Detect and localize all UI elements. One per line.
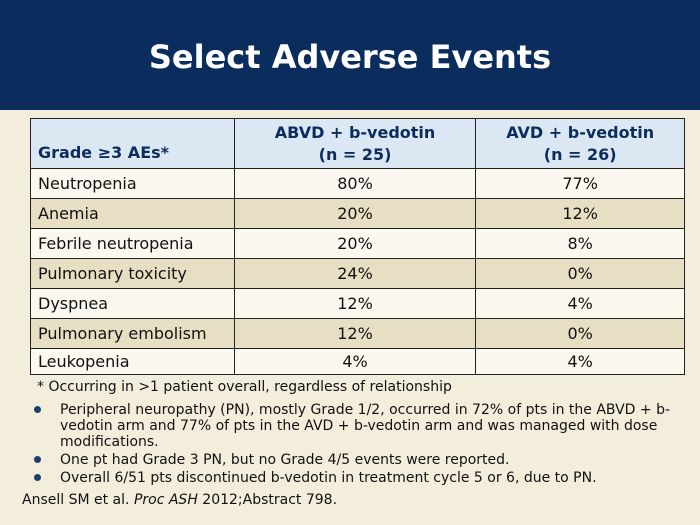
- header-grade-ae: Grade ≥3 AEs*: [31, 119, 235, 169]
- abvd-value: 20%: [234, 229, 476, 259]
- avd-value: 0%: [476, 319, 685, 349]
- table-row: [31, 319, 685, 349]
- abvd-value: 24%: [234, 259, 476, 289]
- header-abvd-name: ABVD + b-vedotin: [274, 122, 436, 142]
- header-avd-n: (n = 26): [543, 144, 617, 164]
- adverse-events-table: [30, 118, 685, 375]
- table-footnote: * Occurring in >1 patient overall, regardless of relationship: [37, 379, 452, 395]
- event-name: Pulmonary embolism: [31, 319, 235, 349]
- header-abvd-arm: [234, 119, 476, 169]
- avd-value: 4%: [476, 289, 685, 319]
- header-avd-name: AVD + b-vedotin: [506, 122, 655, 142]
- slide-title: Select Adverse Events: [148, 38, 552, 76]
- avd-value: 0%: [476, 259, 685, 289]
- event-name: Dyspnea: [31, 289, 235, 319]
- avd-value: 8%: [476, 229, 685, 259]
- abvd-value: 80%: [234, 169, 476, 199]
- table-row: [31, 169, 685, 199]
- bullet-item: [34, 402, 674, 450]
- table-row: [31, 199, 685, 229]
- citation-details: 2012;Abstract 798.: [202, 492, 338, 508]
- bullet-dot-icon: [34, 456, 41, 463]
- abvd-value: 4%: [234, 349, 476, 375]
- header-abvd-n: (n = 25): [318, 144, 392, 164]
- bullet-text: Overall 6/51 pts discontinued b-vedotin in treatment cycle 5 or 6, due to PN.: [60, 470, 597, 486]
- abvd-value: 12%: [234, 319, 476, 349]
- event-name: Febrile neutropenia: [31, 229, 235, 259]
- bullet-text: One pt had Grade 3 PN, but no Grade 4/5 events were reported.: [60, 452, 510, 468]
- table-row: [31, 289, 685, 319]
- title-banner: [0, 0, 700, 110]
- header-avd-arm: [476, 119, 685, 169]
- table-row: [31, 349, 685, 375]
- citation-journal: Proc ASH: [133, 492, 198, 508]
- bullet-item: [34, 452, 674, 468]
- table-row: [31, 259, 685, 289]
- table-row: [31, 229, 685, 259]
- bullet-dot-icon: [34, 474, 41, 481]
- event-name: Anemia: [31, 199, 235, 229]
- avd-value: 4%: [476, 349, 685, 375]
- bullet-text: Peripheral neuropathy (PN), mostly Grade 1/2, occurred in 72% of pts in the ABVD + b-vedotin arm and 77% of pts in the AVD + b-vedotin arm and was managed with dose modifications.: [60, 402, 671, 450]
- abvd-value: 12%: [234, 289, 476, 319]
- event-name: Neutropenia: [31, 169, 235, 199]
- avd-value: 77%: [476, 169, 685, 199]
- event-name: Leukopenia: [31, 349, 235, 375]
- bullet-dot-icon: [34, 406, 41, 413]
- citation: [22, 492, 337, 508]
- abvd-value: 20%: [234, 199, 476, 229]
- event-name: Pulmonary toxicity: [31, 259, 235, 289]
- citation-authors: Ansell SM et al.: [22, 492, 130, 508]
- bullet-item: [34, 470, 674, 486]
- bullet-list: [34, 402, 674, 488]
- avd-value: 12%: [476, 199, 685, 229]
- table-header-row: [31, 119, 685, 169]
